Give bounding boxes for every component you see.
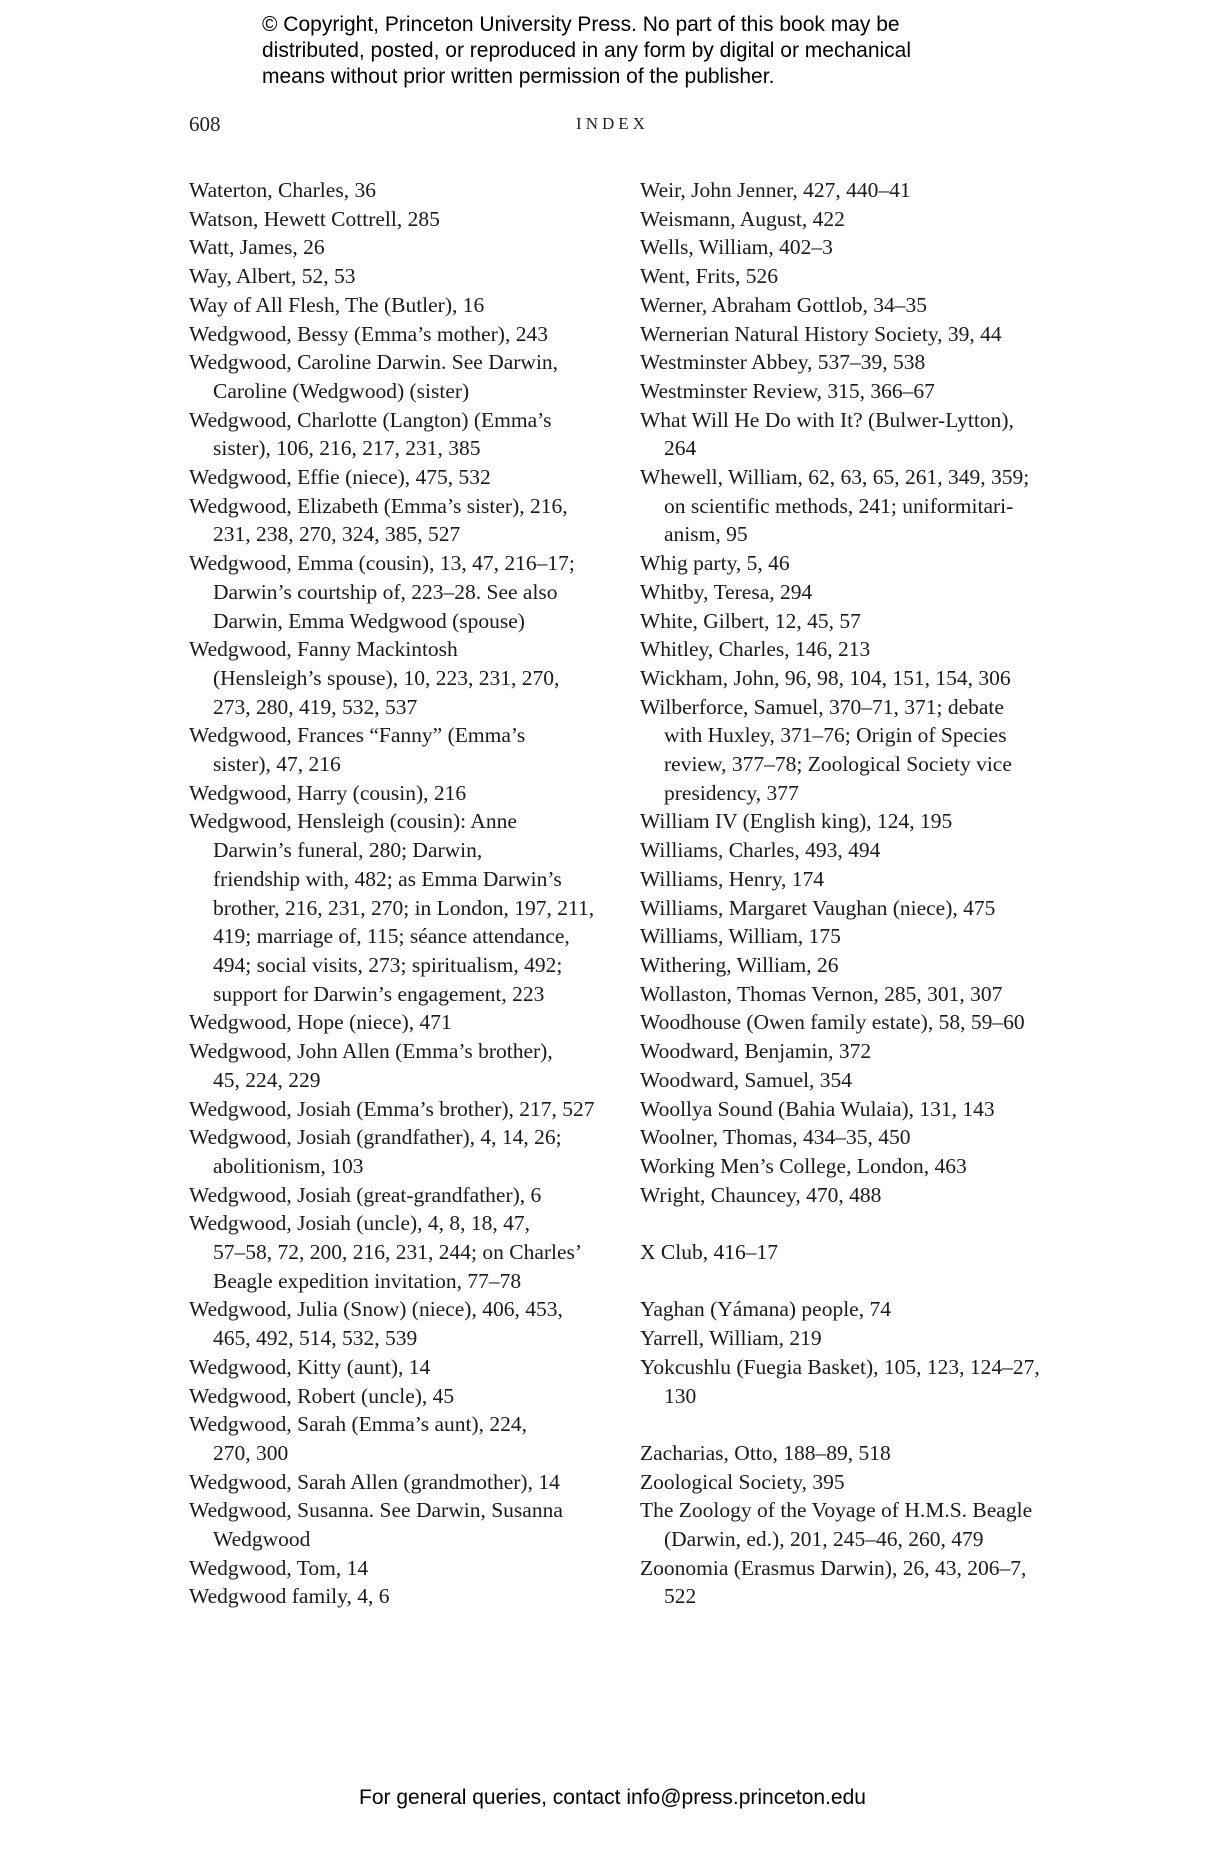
index-entry-continuation: Caroline (Wedgwood) (sister) — [213, 378, 470, 403]
index-entry — [640, 836, 1060, 865]
index-entry — [640, 1037, 1060, 1066]
index-entry-line: Wickham, John, 96, 98, 104, 151, 154, 306 — [640, 665, 1011, 690]
index-entry-line: Williams, Margaret Vaughan (niece), 475 — [640, 895, 996, 920]
index-entry-line: Werner, Abraham Gottlob, 34–35 — [640, 292, 927, 317]
index-entry-line: Way, Albert, 52, 53 — [189, 264, 356, 289]
index-entry-line: Wedgwood, Josiah (uncle), 4, 8, 18, 47, — [189, 1211, 531, 1236]
footer-contact: For general queries, contact info@press.princeton.edu — [359, 1786, 866, 1809]
copyright-notice — [262, 12, 1022, 90]
index-entry-continuation: Beagle expedition invitation, 77–78 — [213, 1268, 522, 1293]
index-column-right — [640, 176, 1060, 1611]
index-entry-line: Williams, William, 175 — [640, 924, 841, 949]
index-entry-line: Wedgwood, Josiah (great-grandfather), 6 — [189, 1182, 542, 1207]
index-entry — [189, 492, 609, 549]
index-entry-line: Woodward, Samuel, 354 — [640, 1067, 853, 1092]
index-entry — [189, 549, 609, 635]
index-entry — [640, 980, 1060, 1009]
index-entry-continuation: 57–58, 72, 200, 216, 231, 244; on Charles’ — [213, 1240, 583, 1265]
index-entry — [640, 1353, 1060, 1410]
index-entry-line: Whewell, William, 62, 63, 65, 261, 349, 359; — [640, 465, 1030, 490]
index-entry-continuation: with Huxley, 371–76; Origin of Species — [664, 723, 1007, 748]
index-entry — [189, 463, 609, 492]
index-entry-line: Westminster Review, 315, 366–67 — [640, 378, 935, 403]
index-entry — [640, 922, 1060, 951]
index-entry — [640, 865, 1060, 894]
index-entry-line: Wedgwood, Hope (niece), 471 — [189, 1010, 452, 1035]
index-entry-line: Wedgwood, Julia (Snow) (niece), 406, 453, — [189, 1297, 563, 1322]
index-entry-line: Way of All Flesh, The (Butler), 16 — [189, 292, 485, 317]
index-entry-line: Woolner, Thomas, 434–35, 450 — [640, 1125, 911, 1150]
index-entry — [640, 1439, 1060, 1468]
index-entry — [189, 1008, 609, 1037]
index-entry-line: Wedgwood, Emma (cousin), 13, 47, 216–17; — [189, 551, 575, 576]
index-entry-line: William IV (English king), 124, 195 — [640, 809, 953, 834]
index-entry-line: Zoonomia (Erasmus Darwin), 26, 43, 206–7, — [640, 1555, 1027, 1580]
index-entry-continuation: abolitionism, 103 — [213, 1153, 364, 1178]
index-entry-line: Weir, John Jenner, 427, 440–41 — [640, 178, 911, 202]
index-entry-line: Waterton, Charles, 36 — [189, 178, 376, 202]
index-entry-continuation: 419; marriage of, 115; séance attendance, — [213, 924, 570, 949]
index-entry — [189, 1123, 609, 1180]
index-entry-line: Woodhouse (Owen family estate), 58, 59–60 — [640, 1010, 1025, 1035]
copyright-line: distributed, posted, or reproduced in any form by digital or mechanical — [262, 39, 912, 62]
index-entry-line: Watson, Hewett Cottrell, 285 — [189, 206, 440, 231]
index-entry-line: Yokcushlu (Fuegia Basket), 105, 123, 124–27, — [640, 1354, 1040, 1379]
index-entry-line: Yaghan (Yámana) people, 74 — [640, 1297, 891, 1322]
index-entry — [189, 1037, 609, 1094]
index-entry — [640, 635, 1060, 664]
index-entry-line: Wedgwood family, 4, 6 — [189, 1584, 390, 1609]
index-entry-line: Woollya Sound (Bahia Wulaia), 131, 143 — [640, 1096, 995, 1121]
index-entry-line: Williams, Henry, 174 — [640, 866, 825, 891]
index-entry — [640, 291, 1060, 320]
index-entry-line: Wedgwood, Josiah (Emma’s brother), 217, 527 — [189, 1096, 595, 1121]
index-entry-line: Whig party, 5, 46 — [640, 551, 790, 576]
index-entry-line: Working Men’s College, London, 463 — [640, 1153, 967, 1178]
index-entry-line: Whitby, Teresa, 294 — [640, 579, 813, 604]
index-entry-continuation: sister), 106, 216, 217, 231, 385 — [213, 436, 481, 461]
index-entry-continuation: presidency, 377 — [664, 780, 799, 805]
index-entry-line: Wedgwood, Kitty (aunt), 14 — [189, 1354, 431, 1379]
index-entry — [189, 1582, 609, 1611]
index-entry-line: Wedgwood, Susanna. See Darwin, Susanna — [189, 1498, 563, 1523]
index-entry-line: Yarrell, William, 219 — [640, 1326, 822, 1351]
index-entry-line: Went, Frits, 526 — [640, 264, 779, 289]
index-entry — [640, 664, 1060, 693]
letter-section-gap — [640, 1267, 1060, 1296]
index-entry — [640, 1066, 1060, 1095]
index-entry — [640, 1123, 1060, 1152]
index-entry — [189, 1181, 609, 1210]
index-entry-continuation: Wedgwood — [213, 1527, 311, 1552]
index-entry — [189, 320, 609, 349]
index-entry-continuation: 231, 238, 270, 324, 385, 527 — [213, 522, 461, 547]
index-entry — [640, 807, 1060, 836]
index-entry-line: Wedgwood, Caroline Darwin. See Darwin, — [189, 350, 559, 375]
index-entry — [189, 406, 609, 463]
letter-section-gap — [640, 1410, 1060, 1439]
index-entry-line: Wells, William, 402–3 — [640, 235, 833, 260]
index-entry-continuation: 522 — [664, 1584, 697, 1609]
index-entry-continuation: Darwin, Emma Wedgwood (spouse) — [213, 608, 525, 633]
index-entry — [189, 262, 609, 291]
index-entry — [640, 1181, 1060, 1210]
index-entry — [640, 348, 1060, 377]
index-entry-line: Wedgwood, Harry (cousin), 216 — [189, 780, 467, 805]
index-entry — [640, 463, 1060, 549]
index-entry-continuation: (Hensleigh’s spouse), 10, 223, 231, 270, — [213, 665, 560, 690]
index-entry-line: Wedgwood, Bessy (Emma’s mother), 243 — [189, 321, 548, 346]
index-entry-line: X Club, 416–17 — [640, 1240, 778, 1264]
index-entry-line: Wedgwood, Robert (uncle), 45 — [189, 1383, 455, 1408]
index-entry — [640, 1324, 1060, 1353]
index-entry-line: Watt, James, 26 — [189, 235, 325, 260]
index-entry-continuation: Darwin’s funeral, 280; Darwin, — [213, 838, 483, 863]
index-entry-continuation: Darwin’s courtship of, 223–28. See also — [213, 579, 558, 604]
index-entry — [640, 233, 1060, 262]
index-entry — [640, 1468, 1060, 1497]
index-entry-line: Wedgwood, Elizabeth (Emma’s sister), 216, — [189, 493, 568, 518]
index-entry-continuation: 45, 224, 229 — [213, 1067, 321, 1092]
index-entry-line: The Zoology of the Voyage of H.M.S. Beagle — [640, 1498, 1033, 1523]
index-entry — [640, 320, 1060, 349]
index-entry-continuation: on scientific methods, 241; uniformitari- — [664, 493, 1014, 518]
index-entry-line: Wedgwood, Tom, 14 — [189, 1555, 369, 1580]
index-entry — [640, 205, 1060, 234]
index-entry-continuation: 270, 300 — [213, 1440, 289, 1465]
index-entry-continuation: review, 377–78; Zoological Society vice — [664, 752, 1012, 777]
index-entry — [640, 262, 1060, 291]
index-entry — [640, 1295, 1060, 1324]
index-entry — [189, 1410, 609, 1467]
index-column-left — [189, 176, 609, 1611]
index-entry — [640, 406, 1060, 463]
index-entry — [640, 176, 1060, 205]
copyright-line: © Copyright, Princeton University Press. No part of this book may be — [262, 13, 900, 36]
index-entry-line: Wedgwood, Sarah (Emma’s aunt), 224, — [189, 1412, 528, 1437]
index-entry — [189, 176, 609, 205]
index-entry-line: Williams, Charles, 493, 494 — [640, 838, 881, 863]
index-entry — [189, 291, 609, 320]
index-entry-continuation: sister), 47, 216 — [213, 752, 341, 777]
index-entry-continuation: 130 — [664, 1383, 697, 1408]
index-entry-line: Wedgwood, John Allen (Emma’s brother), — [189, 1039, 553, 1064]
index-entry-continuation: 465, 492, 514, 532, 539 — [213, 1326, 418, 1351]
index-entry — [640, 549, 1060, 578]
page-number: 608 — [189, 112, 221, 136]
index-entry — [189, 1382, 609, 1411]
index-entry — [189, 205, 609, 234]
index-entry — [640, 1554, 1060, 1611]
index-entry-continuation: anism, 95 — [664, 522, 748, 547]
index-entry-line: Wernerian Natural History Society, 39, 44 — [640, 321, 1002, 346]
index-entry-line: Whitley, Charles, 146, 213 — [640, 637, 871, 662]
index-entry — [189, 635, 609, 721]
running-head: INDEX — [576, 114, 649, 133]
index-entry-continuation: support for Darwin’s engagement, 223 — [213, 981, 545, 1006]
index-entry — [189, 1353, 609, 1382]
index-entry-line: Wedgwood, Effie (niece), 475, 532 — [189, 465, 491, 490]
index-entry-line: Wedgwood, Charlotte (Langton) (Emma’s — [189, 407, 552, 432]
letter-section-gap — [640, 1209, 1060, 1238]
index-entry-line: Wedgwood, Sarah Allen (grandmother), 14 — [189, 1469, 560, 1494]
index-entry-line: Withering, William, 26 — [640, 952, 839, 977]
index-entry — [640, 951, 1060, 980]
index-entry — [640, 607, 1060, 636]
copyright-line: means without prior written permission of the publisher. — [262, 65, 775, 88]
index-entry-line: What Will He Do with It? (Bulwer-Lytton), — [640, 407, 1014, 432]
index-entry-line: Zoological Society, 395 — [640, 1469, 845, 1494]
index-entry-continuation: brother, 216, 231, 270; in London, 197, 211, — [213, 895, 595, 920]
index-entry-line: Wedgwood, Fanny Mackintosh — [189, 637, 458, 662]
index-entry — [640, 1152, 1060, 1181]
index-entry — [189, 233, 609, 262]
index-entry — [189, 721, 609, 778]
index-entry — [640, 693, 1060, 808]
index-entry-line: Westminster Abbey, 537–39, 538 — [640, 350, 926, 375]
index-entry-line: Woodward, Benjamin, 372 — [640, 1039, 872, 1064]
index-entry-line: Zacharias, Otto, 188–89, 518 — [640, 1440, 891, 1465]
index-entry — [189, 1496, 609, 1553]
index-entry-line: White, Gilbert, 12, 45, 57 — [640, 608, 861, 633]
index-entry — [189, 348, 609, 405]
index-entry — [189, 1095, 609, 1124]
index-entry-continuation: 494; social visits, 273; spiritualism, 492; — [213, 952, 563, 977]
index-entry — [189, 779, 609, 808]
index-entry-line: Wedgwood, Josiah (grandfather), 4, 14, 26; — [189, 1125, 562, 1150]
index-entry-continuation: 273, 280, 419, 532, 537 — [213, 694, 418, 719]
index-entry-line: Wedgwood, Frances “Fanny” (Emma’s — [189, 723, 526, 748]
index-entry — [189, 1295, 609, 1352]
index-entry-line: Wilberforce, Samuel, 370–71, 371; debate — [640, 694, 1004, 719]
index-entry-line: Wright, Chauncey, 470, 488 — [640, 1182, 882, 1207]
index-entry — [640, 578, 1060, 607]
index-entry — [189, 1554, 609, 1583]
index-entry-continuation: 264 — [664, 436, 697, 461]
index-entry-line: Weismann, August, 422 — [640, 206, 845, 231]
index-entry — [640, 377, 1060, 406]
index-entry — [189, 1468, 609, 1497]
index-entry-continuation: (Darwin, ed.), 201, 245–46, 260, 479 — [664, 1527, 984, 1551]
index-entry — [640, 1095, 1060, 1124]
index-entry-line: Wedgwood, Hensleigh (cousin): Anne — [189, 809, 517, 834]
index-entry-line: Wollaston, Thomas Vernon, 285, 301, 307 — [640, 981, 1003, 1006]
index-entry — [640, 1238, 1060, 1267]
index-entry — [640, 894, 1060, 923]
index-entry — [189, 807, 609, 1008]
index-entry — [640, 1496, 1060, 1553]
index-entry — [640, 1008, 1060, 1037]
index-entry-continuation: friendship with, 482; as Emma Darwin’s — [213, 866, 562, 891]
index-entry — [189, 1209, 609, 1295]
